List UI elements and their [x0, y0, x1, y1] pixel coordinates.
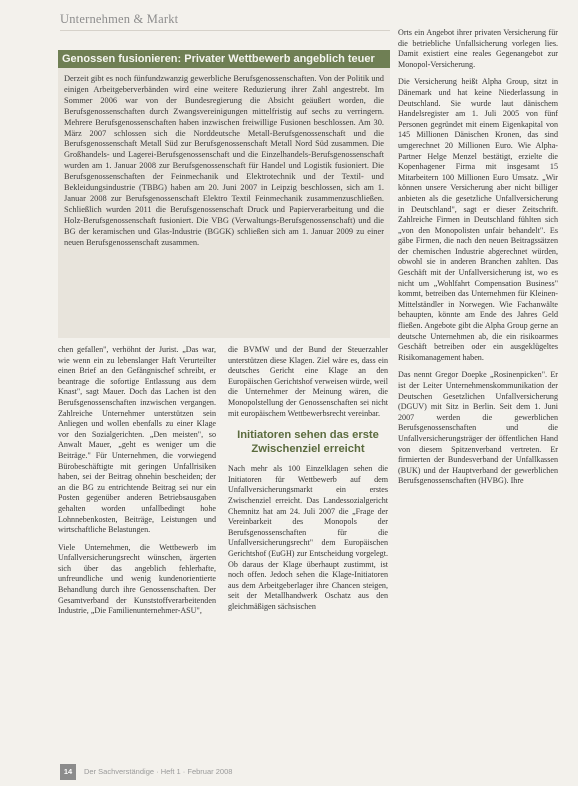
column-right	[398, 28, 558, 494]
paragraph: Nach mehr als 100 Einzelklagen sehen die Initiatoren für Wettbewerb auf dem Unfallversicherungsmarkt ein erstes Zwischenziel erreicht. Das Landessozialgericht Chemnitz hat am 24. Juli 2007 die „Frage der Vereinbarkeit des Monopols der Berufsgenossenschaften für die Unfallversicherungsrecht" dem Europäischen Gerichtshof (EuGH) zur Entscheidung vorgelegt. Ob daraus der Klage überhaupt zustimmt, ist noch offen. Jedoch sehen die Klage-Initiatoren aus dem Arbeitgeberlager ihre Chancen steigen, seit der Metallhandwerk Oschatz aus den gleichmäßigen sächsischen	[228, 464, 388, 611]
page-number: 14	[60, 764, 76, 780]
paragraph: Die Versicherung heißt Alpha Group, sitzt in Dänemark und hat keine Niederlassung in Deutschland. Sie wurde laut dänischem Handelsregister am 1. Juli 2005 von fünf Personen gegründet mit einem Eigenkapital von 145 Millionen Dänischen Kronen, das sind umgerechnet 20 Millionen Euro. Wie Alpha-Partner Helge Menzel bestätigt, erzielte die Kopenhagener Firma mit insgesamt 15 Mitarbeitern 100 Millionen Euro Umsatz. „Wir können unsere Versicherung aber nicht billiger anbieten als die gesetzliche Unfallversicherung in Deutschland", sagt er dieser Zeitschrift. Zahlreiche Firmen in Deutschland fühlten sich „von den Monopolisten unfair behandelt". Es gäbe Firmen, die nach den neuen Beitragssätzen der chemischen Industrie abgerechnet würden, obwohl sie in anderen Branchen zahlten. Das Geschäft mit der Unfallversicherung ist, wo es nicht um „Wohlfahrt Compensation Business" kommt, betreiben das Unternehmen für Kleinen-Mittelständler in Norwegen. Wie Fachanwälte behaupten, könnte am Ende des Jahres Geld fließen. Angebote gibt die Alpha Group gerne an deutsche Unternehmen ab, die ein risikoarmes Geschäft betreiben oder ein ausgeklügeltes Risikomanagement haben.	[398, 77, 558, 362]
header-rule	[60, 30, 390, 31]
paragraph: Orts ein Angebot ihrer privaten Versicherung für die betriebliche Unfallsicherung vorlegen lies. Damit existiert eine reales Gegenangebot zur Monopol-Versicherung.	[398, 28, 558, 69]
subheading: Initiatoren sehen das erste Zwischenziel erreicht	[237, 429, 379, 455]
info-box-title: Genossen fusionieren: Privater Wettbewerb angeblich teuer	[58, 50, 390, 68]
paragraph: Das nennt Gregor Doepke „Rosinenpicken". Er ist der Leiter Unternehmenskommunikation der Deutschen Gesetzlichen Unfallversicherung (DGUV) mit Sitz in Berlin. Seit dem 1. Juni 2007 werden die gewerblichen Berufsgenossenschaften und die Unfallversicherungsträger der öffentlichen Hand von diesem Spitzenverband vertreten. Er firmierten der Bundesverband der Unfallkassen (BUK) und der Hauptverband der gewerblichen Berufsgenossenschaften (HVBG). Ihre	[398, 370, 558, 486]
section-label: Unternehmen & Markt	[60, 12, 179, 26]
info-box-text: Derzeit gibt es noch fünfundzwanzig gewerbliche Berufsgenossenschaften. Von der Politik und einigen Arbeitgeberverbänden wird eine weitere Reduzierung ihrer Zahl angestrebt. Im Sommer 2006 war von der Bundesregierung die Absicht geäußert worden, die Berufsgenossenschaften durch Zwangsvereinigungen mittelfristig auf sechs zu verringern. Mehrere Berufsgenossenschaften haben inzwischen freiwillige Fusionen beschlossen. Am 30. März 2007 schlossen sich die Norddeutsche Metall-Berufsgenossenschaft und die Berufsgenossenschaft Metall Süd zur Berufsgenossenschaft Metall Nord Süd zusammen. Die Großhandels- und Lagerei-Berufsgenossenschaft und die Einzelhandels-Berufsgenossenschaft wurden am 1. Januar 2008 zur Berufsgenossenschaft für Handel und Logistik fusioniert. Die Berufsgenossenschaften der Feinmechanik und Elektrotechnik und der Textil- und Bekleidungsindustrie (TBBG) haben am 20. Juni 2007 in Leipzig beschlossen, sich am 1. Januar 2008 zur Berufsgenossenschaft Elektro Textil Feinmechanik zusammenzuschließen. Schließlich wurden 2011 die Berufsgenossenschaft Druck und Papierverarbeitung und die Holz-Berufsgenossenschaft fusioniert. Die VBG (Verwaltungs-Berufsgenossenschaft) und die BG der keramischen und Glas-Industrie (BGGK) schließen sich am 1. Januar 2009 zu einer neuen Berufsgenossenschaft zusammen.	[64, 74, 384, 247]
paragraph: die BVMW und der Bund der Steuerzahler unterstützen diese Klagen. Ziel wäre es, dass ein deutsches Gericht eine Klage an den Europäischen Gerichtshof verweisen würde, weil die Unternehmer der Meinung wären, die Monopolstellung der Genossenschaften sei nicht mit europäischem Wettbewerbsrecht vereinbar.	[228, 345, 388, 418]
paragraph: chen gefallen", verhöhnt der Jurist. „Das war, wie wenn ein zu lebenslanger Haft Verurteilter einen Brief an den Gefängnischef schreibt, er beantrage die sofortige Entlassung aus dem Knast", sagt Mauer. Doch das Lachen ist den Berufsgenossenschaften inzwischen vergangen. Zahlreiche Unternehmer unterstützen sein Anliegen und wollen ebenfalls zu einer Klage vor den Sozialgerichten. „Den meisten", so Anwalt Mauer, „geht es weniger um die Beiträge." Für Unternehmen, die vorwiegend Bürobeschäftigte mit geringen Unfallrisiken haben, sei der Beitrag ohnehin bescheiden; der an die BG zu entrichtende Beitrag sei nur ein Posten gegenüber anderen Betriebsausgaben gehalten worden unfallbedingt hohe Lohnnebenkosten, Beiträge, Leistungen und wirtschaftliche Belastungen.	[58, 345, 216, 535]
info-box	[58, 50, 390, 338]
page-footer	[60, 764, 560, 780]
paragraph: Viele Unternehmen, die Wettbewerb im Unfallversicherungsrecht wünschen, ärgerten sich über das angeblich fehlerhafte, unfreundliche und wenig kundenorientierte Behandlung durch ihre Genossenschaften. Der Gesamtverband der Kunststoffverarbeitenden Industrie, „Die Familienunternehmer-ASU",	[58, 542, 216, 616]
column-left	[58, 345, 216, 624]
footer-text: Der Sachverständige · Heft 1 · Februar 2008	[84, 767, 233, 776]
column-middle	[228, 345, 388, 619]
